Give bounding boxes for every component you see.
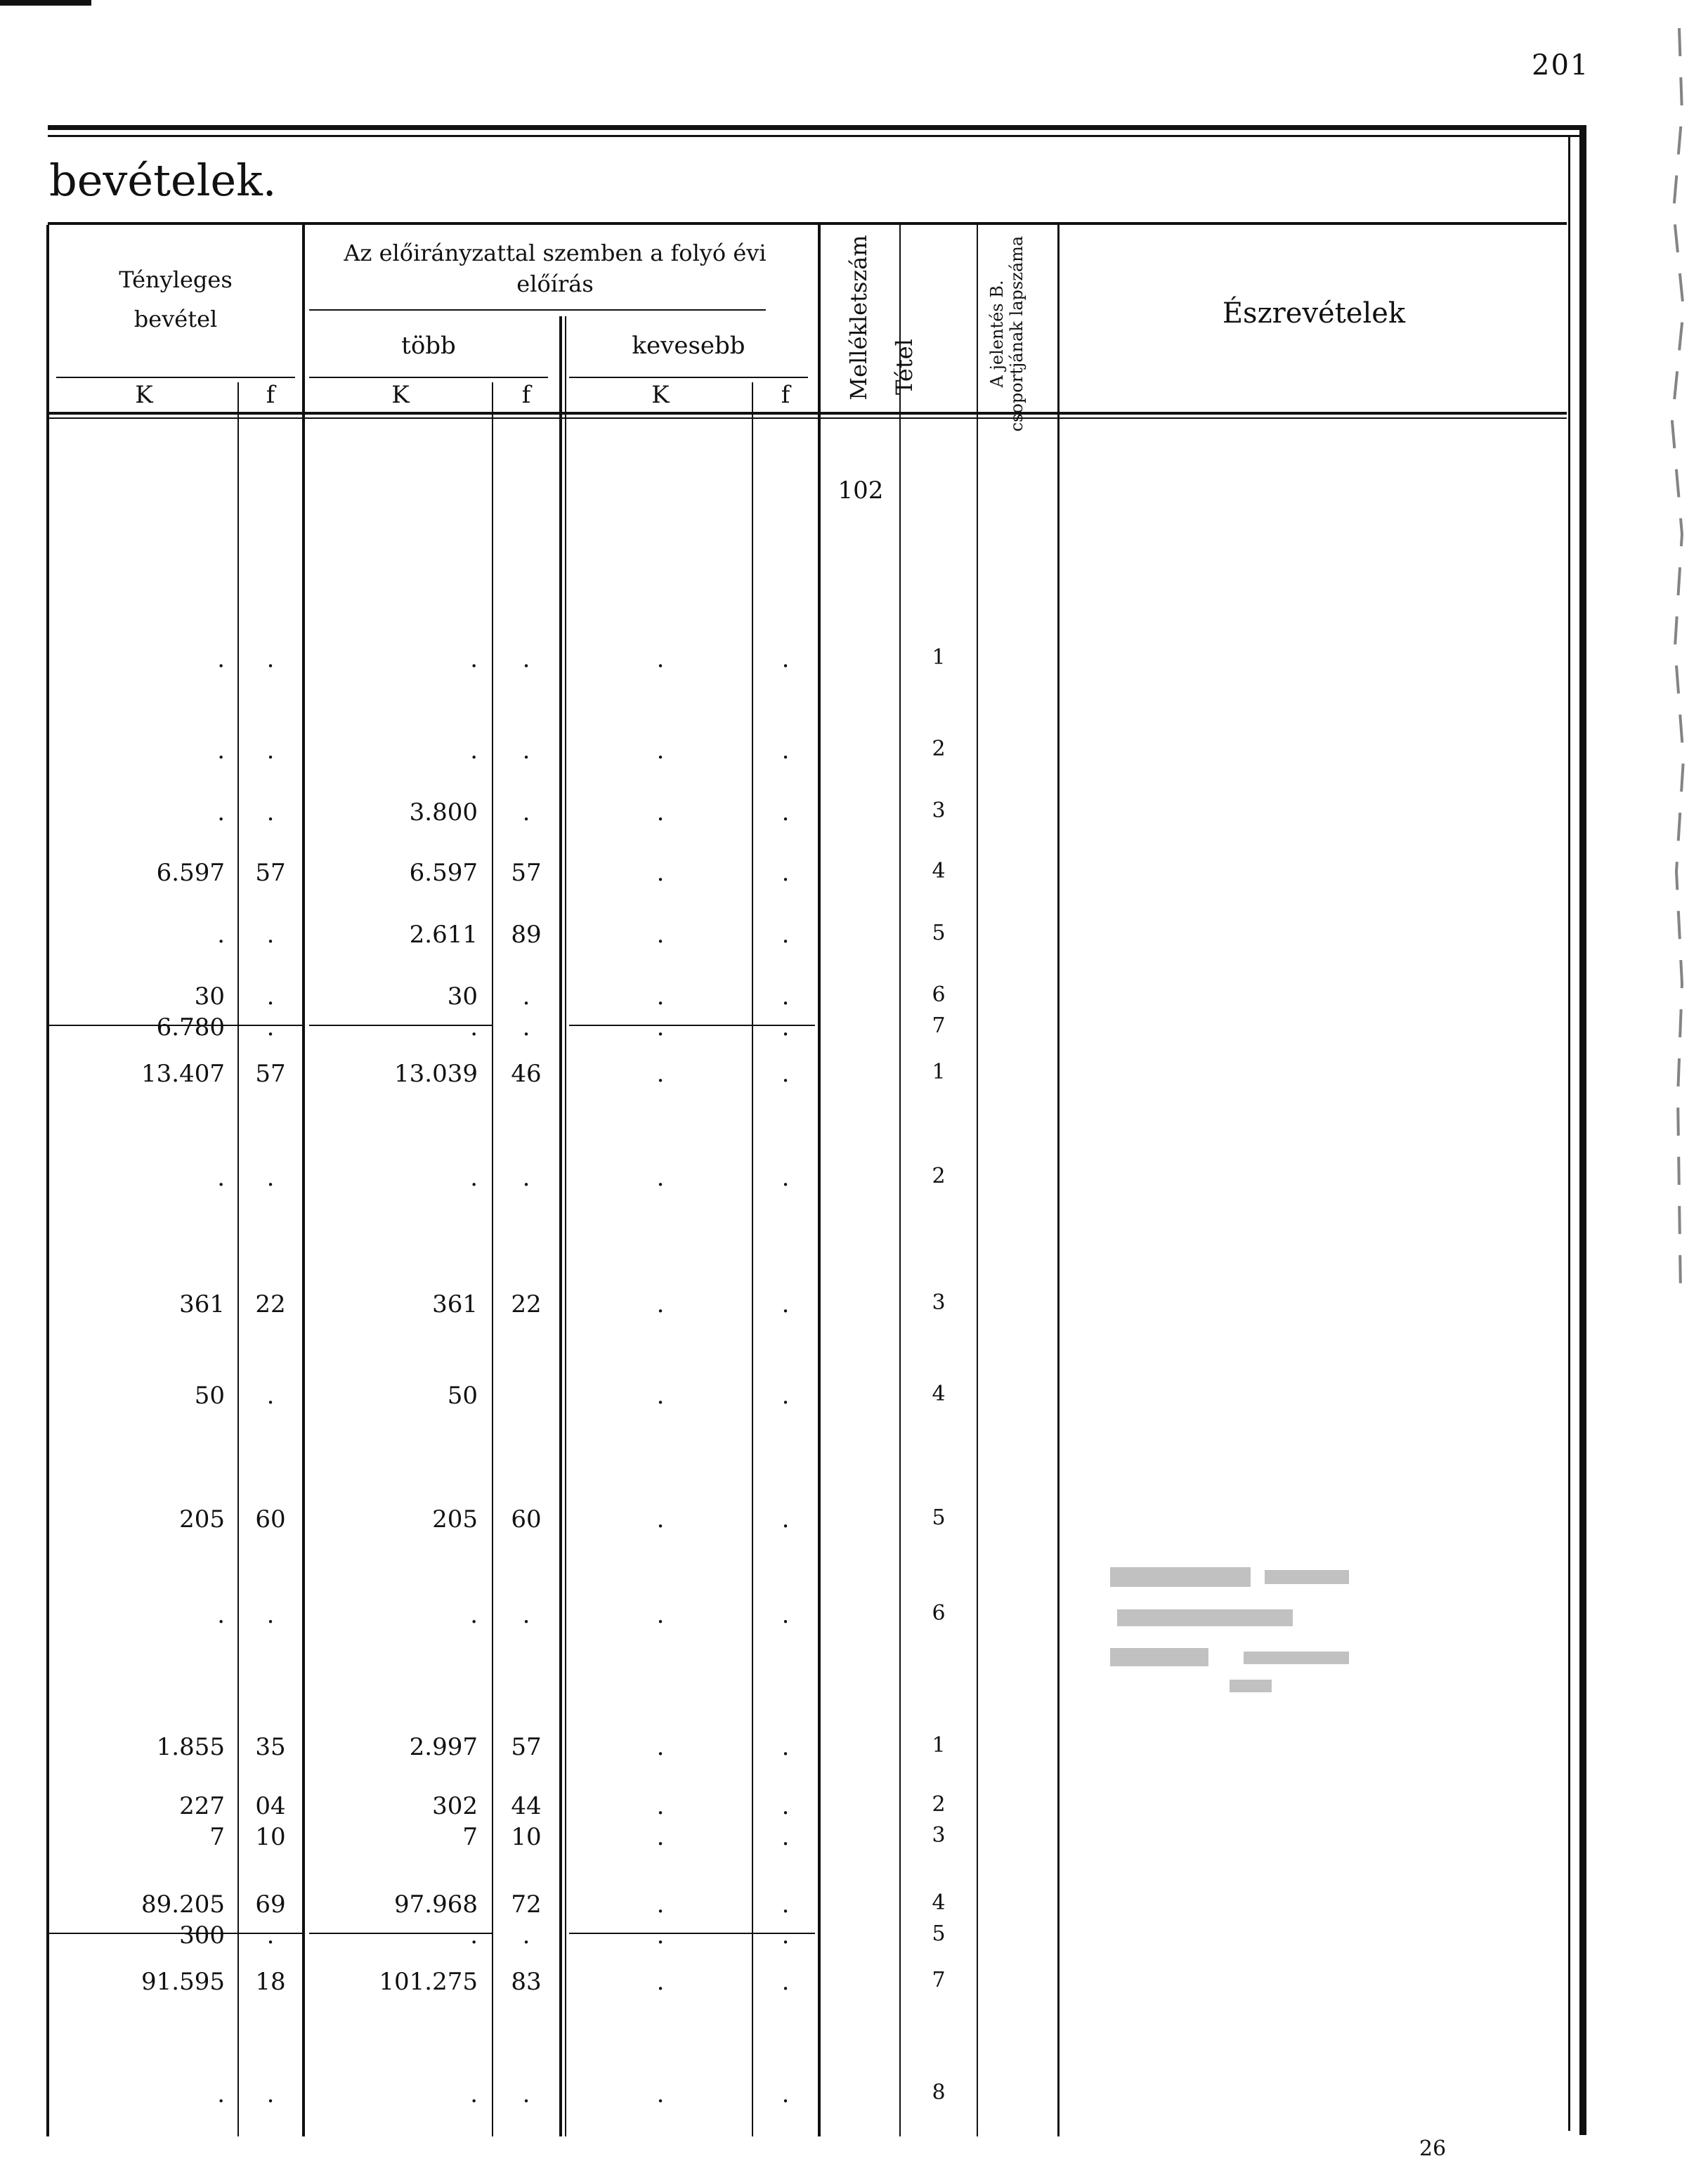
cell-tobb-f: . (522, 982, 530, 1011)
header-kevesebb: kevesebb (632, 332, 745, 360)
cell-tobb-f: 10 (511, 1823, 542, 1851)
cell-tenyleges-k: 6.780 (156, 1013, 225, 1042)
cell-tenyleges-f: . (266, 645, 275, 673)
cell-tobb-k: . (470, 2080, 478, 2108)
cell-kevesebb-f: . (781, 1060, 790, 1088)
col-m-divider (818, 225, 821, 2136)
cell-tobb-f: 22 (511, 1290, 542, 1318)
cell-tobb-f: 60 (511, 1505, 542, 1533)
cell-tenyleges-f: 57 (255, 1060, 286, 1088)
cell-kevesebb-k: . (656, 1823, 665, 1851)
page-number: 201 (1532, 49, 1590, 82)
cell-tobb-k: 361 (432, 1290, 478, 1318)
cell-kevesebb-f: . (781, 2080, 790, 2108)
cell-tenyleges-f: 57 (255, 859, 286, 887)
title-rule (48, 222, 1567, 225)
cell-tetel: 2 (932, 1792, 946, 1817)
cell-tobb-f: . (522, 1164, 530, 1192)
cell-kevesebb-f: . (781, 1921, 790, 1950)
header-tK: K (135, 381, 153, 409)
cell-kevesebb-k: . (656, 921, 665, 949)
cell-tetel: 6 (932, 1601, 946, 1626)
cell-tobb-k: . (470, 1921, 478, 1950)
cell-tetel: 3 (932, 1823, 946, 1848)
header-rule (48, 412, 1567, 415)
cell-tobb-k: 30 (447, 982, 478, 1011)
right-border-thick (1579, 125, 1586, 2135)
cell-kevesebb-f: . (781, 1823, 790, 1851)
header-af: f (521, 381, 531, 409)
header-tetel: Tétel (891, 339, 918, 395)
cell-tobb-f: 72 (511, 1890, 542, 1919)
cell-tenyleges-k: 91.595 (141, 1968, 225, 1996)
cell-kevesebb-f: . (781, 737, 790, 765)
cell-kevesebb-k: . (656, 1921, 665, 1950)
cell-tobb-f: 83 (511, 1968, 542, 1996)
cell-tobb-f: . (522, 1013, 530, 1042)
cell-tenyleges-k: . (217, 798, 225, 826)
cell-kevesebb-f: . (781, 1382, 790, 1410)
cell-tetel: 4 (932, 859, 946, 883)
cell-tetel: 1 (932, 645, 946, 670)
col-k-divider-b (565, 316, 566, 2136)
melleklet-value: 102 (837, 476, 884, 505)
cell-tenyleges-f: 60 (255, 1505, 286, 1533)
cell-tobb-f: . (522, 737, 530, 765)
cell-tenyleges-k: 50 (194, 1382, 225, 1410)
cell-kevesebb-f: . (781, 1733, 790, 1761)
header-jelentes: A jelentés B. csoportjának lapszáma (987, 235, 1026, 432)
cell-kevesebb-k: . (656, 737, 665, 765)
cell-tenyleges-k: 300 (179, 1921, 225, 1950)
cell-tenyleges-k: 30 (194, 982, 225, 1011)
cell-tobb-k: 2.611 (409, 921, 478, 949)
top-rule-thin (48, 135, 1586, 137)
cell-tetel: 1 (932, 1733, 946, 1758)
cell-tetel: 2 (932, 737, 946, 761)
cell-tobb-k: 6.597 (409, 859, 478, 887)
cell-kevesebb-k: . (656, 982, 665, 1011)
cell-tenyleges-k: . (217, 1601, 225, 1629)
eloiranyzat-subrule (309, 309, 766, 311)
col-k-divider (559, 316, 562, 2136)
cell-kevesebb-k: . (656, 1013, 665, 1042)
header-mellekletszam: Mellékletszám (845, 235, 872, 401)
cell-tenyleges-k: . (217, 1164, 225, 1192)
cell-kevesebb-f: . (781, 1792, 790, 1820)
cell-tetel: 4 (932, 1382, 946, 1406)
cell-tenyleges-k: 1.855 (156, 1733, 225, 1761)
cell-kevesebb-k: . (656, 1792, 665, 1820)
cell-tobb-k: . (470, 1601, 478, 1629)
cell-kevesebb-f: . (781, 1890, 790, 1919)
cell-tenyleges-f: . (266, 1164, 275, 1192)
header-rule-2 (48, 417, 1567, 419)
cell-tobb-f: . (522, 1921, 530, 1950)
cell-kevesebb-f: . (781, 921, 790, 949)
header-aK: K (391, 381, 410, 409)
cell-tobb-k: 2.997 (409, 1733, 478, 1761)
cell-kevesebb-k: . (656, 1968, 665, 1996)
cell-tobb-f: 89 (511, 921, 542, 949)
cell-tenyleges-k: . (217, 921, 225, 949)
cell-tenyleges-f: . (266, 2080, 275, 2108)
cell-tenyleges-f: . (266, 798, 275, 826)
header-kf: f (781, 381, 790, 409)
cell-tetel: 6 (932, 982, 946, 1007)
cell-tenyleges-k: . (217, 737, 225, 765)
cell-tenyleges-f: . (266, 1921, 275, 1950)
cell-tetel: 7 (932, 1013, 946, 1038)
cell-tobb-k: . (470, 645, 478, 673)
cell-tenyleges-k: 227 (179, 1792, 225, 1820)
cell-tenyleges-k: . (217, 645, 225, 673)
cell-kevesebb-f: . (781, 1013, 790, 1042)
cell-tetel: 4 (932, 1890, 946, 1915)
cell-tobb-f: 44 (511, 1792, 542, 1820)
cell-kevesebb-k: . (656, 1164, 665, 1192)
cell-kevesebb-k: . (656, 859, 665, 887)
cell-kevesebb-k: . (656, 1733, 665, 1761)
cell-tobb-k: 3.800 (409, 798, 478, 826)
cell-tobb-k: 97.968 (394, 1890, 478, 1919)
cell-kevesebb-k: . (656, 1890, 665, 1919)
cell-kevesebb-k: . (656, 2080, 665, 2108)
cell-kevesebb-f: . (781, 798, 790, 826)
cell-kevesebb-f: . (781, 1164, 790, 1192)
cell-tenyleges-f: 22 (255, 1290, 286, 1318)
cell-tobb-k: 302 (432, 1792, 478, 1820)
cell-tenyleges-f: 35 (255, 1733, 286, 1761)
header-eloiranyzat: Az előirányzattal szemben a folyó évi előírás (344, 240, 767, 297)
cell-kevesebb-f: . (781, 1968, 790, 1996)
cell-tobb-f: 57 (511, 859, 542, 887)
col-e-divider (1057, 225, 1060, 2136)
cell-tobb-k: . (470, 1164, 478, 1192)
header-eszrevetelek: Észrevételek (1222, 297, 1406, 330)
cell-kevesebb-f: . (781, 982, 790, 1011)
cell-kevesebb-f: . (781, 645, 790, 673)
footer-number: 26 (1419, 2136, 1447, 2161)
header-kK: K (651, 381, 670, 409)
cell-tobb-k: 205 (432, 1505, 478, 1533)
cell-tenyleges-f: . (266, 737, 275, 765)
cell-tobb-k: 13.039 (394, 1060, 478, 1088)
cell-tenyleges-k: 361 (179, 1290, 225, 1318)
col-j-divider (977, 225, 978, 2136)
cell-kevesebb-k: . (656, 1382, 665, 1410)
cell-kevesebb-f: . (781, 1601, 790, 1629)
cell-tobb-k: . (470, 737, 478, 765)
header-tenyleges: Tényleges bevétel (119, 266, 233, 332)
cell-tetel: 5 (932, 1921, 946, 1946)
cell-tenyleges-k: 205 (179, 1505, 225, 1533)
cell-tetel: 8 (932, 2080, 946, 2105)
cell-kevesebb-k: . (656, 798, 665, 826)
top-rule (48, 125, 1586, 130)
cell-kevesebb-f: . (781, 1290, 790, 1318)
cell-tobb-k: 50 (447, 1382, 478, 1410)
faded-stamp (1103, 1560, 1363, 1701)
cell-tetel: 2 (932, 1164, 946, 1188)
kevesebb-subrule (569, 377, 808, 378)
cell-tenyleges-f: . (266, 1601, 275, 1629)
right-border-thin (1568, 135, 1570, 2131)
cell-kevesebb-k: . (656, 1290, 665, 1318)
cell-tobb-k: 101.275 (379, 1968, 478, 1996)
scan-edge-marks (1658, 28, 1700, 1293)
cell-tetel: 7 (932, 1968, 946, 1992)
cell-tobb-k: . (470, 1013, 478, 1042)
corner-mark (0, 0, 91, 6)
cell-tobb-f: . (522, 645, 530, 673)
cell-kevesebb-k: . (656, 1601, 665, 1629)
cell-tobb-f: . (522, 798, 530, 826)
cell-tobb-f: 46 (511, 1060, 542, 1088)
cell-tobb-k: 7 (462, 1823, 478, 1851)
tenyleges-subrule (56, 377, 295, 378)
cell-tenyleges-k: 13.407 (141, 1060, 225, 1088)
cell-tetel: 3 (932, 798, 946, 823)
col-a-divider (302, 225, 305, 2136)
cell-kevesebb-f: . (781, 859, 790, 887)
cell-tobb-f: 57 (511, 1733, 542, 1761)
header-tf: f (266, 381, 275, 409)
cell-tenyleges-k: 7 (209, 1823, 225, 1851)
cell-tobb-f: . (522, 2080, 530, 2108)
cell-tobb-f: . (522, 1601, 530, 1629)
page-title: bevételek. (49, 155, 277, 206)
cell-tetel: 3 (932, 1290, 946, 1315)
cell-tetel: 5 (932, 921, 946, 945)
header-tobb: több (401, 332, 456, 360)
cell-kevesebb-k: . (656, 1060, 665, 1088)
cell-tenyleges-f: 10 (255, 1823, 286, 1851)
cell-tenyleges-f: . (266, 921, 275, 949)
cell-tenyleges-f: 69 (255, 1890, 286, 1919)
cell-kevesebb-k: . (656, 645, 665, 673)
cell-tenyleges-f: . (266, 1013, 275, 1042)
cell-tenyleges-f: 18 (255, 1968, 286, 1996)
cell-tetel: 5 (932, 1505, 946, 1530)
cell-tenyleges-k: . (217, 2080, 225, 2108)
tobb-subrule (309, 377, 548, 378)
cell-kevesebb-f: . (781, 1505, 790, 1533)
cell-kevesebb-k: . (656, 1505, 665, 1533)
cell-tenyleges-f: 04 (255, 1792, 286, 1820)
cell-tenyleges-k: 89.205 (141, 1890, 225, 1919)
cell-tenyleges-k: 6.597 (156, 859, 225, 887)
cell-tenyleges-f: . (266, 982, 275, 1011)
cell-tenyleges-f: . (266, 1382, 275, 1410)
cell-tetel: 1 (932, 1060, 946, 1084)
